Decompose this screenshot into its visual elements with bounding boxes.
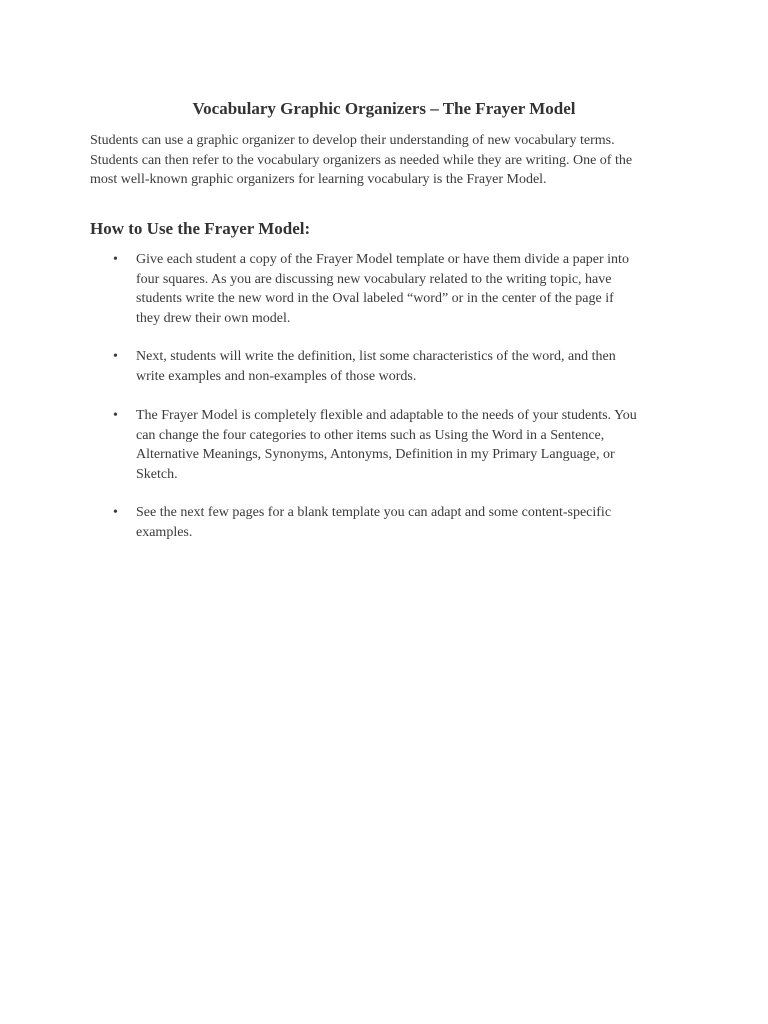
bullet-line: Alternative Meanings, Synonyms, Antonyms, Definition in my Primary Language, or xyxy=(136,447,615,462)
intro-line: Students can then refer to the vocabulary organizers as needed while they are writing. One of the xyxy=(90,152,633,168)
intro-line: most well-known graphic organizers for learning vocabulary is the Frayer Model. xyxy=(90,172,547,187)
bullet-line: See the next few pages for a blank template you can adapt and some content-specific xyxy=(136,505,612,520)
bullet-text xyxy=(136,347,696,386)
bullet-icon: • xyxy=(113,252,118,267)
document-title: Vocabulary Graphic Organizers – The Frayer Model xyxy=(192,99,576,118)
bullet-line: Give each student a copy of the Frayer Model template or have them divide a paper into xyxy=(136,252,629,267)
intro-line: Students can use a graphic organizer to develop their understanding of new vocabulary terms. xyxy=(90,133,615,148)
bullet-line: examples. xyxy=(136,524,193,540)
bullet-line: The Frayer Model is completely flexible and adaptable to the needs of your students. You xyxy=(136,408,637,423)
bullet-text xyxy=(136,503,696,542)
bullet-icon: • xyxy=(113,408,118,423)
bullet-text xyxy=(136,250,696,328)
bullet-line: Sketch. xyxy=(136,466,178,482)
bullet-line: write examples and non-examples of those words. xyxy=(136,368,417,384)
bullet-line: they drew their own model. xyxy=(136,310,291,326)
bullet-text xyxy=(136,406,696,484)
section-heading: How to Use the Frayer Model: xyxy=(90,219,311,238)
bullet-line: can change the four categories to other items such as Using the Word in a Sentence, xyxy=(136,427,605,443)
bullet-line: Next, students will write the definition, list some characteristics of the word, and then xyxy=(136,349,616,364)
intro-paragraph xyxy=(90,131,690,190)
bullet-line: four squares. As you are discussing new vocabulary related to the writing topic, have xyxy=(136,271,612,287)
bullet-icon: • xyxy=(113,349,118,364)
bullet-icon: • xyxy=(113,505,118,520)
bullet-line: students write the new word in the Oval labeled “word” or in the center of the page if xyxy=(136,291,614,306)
